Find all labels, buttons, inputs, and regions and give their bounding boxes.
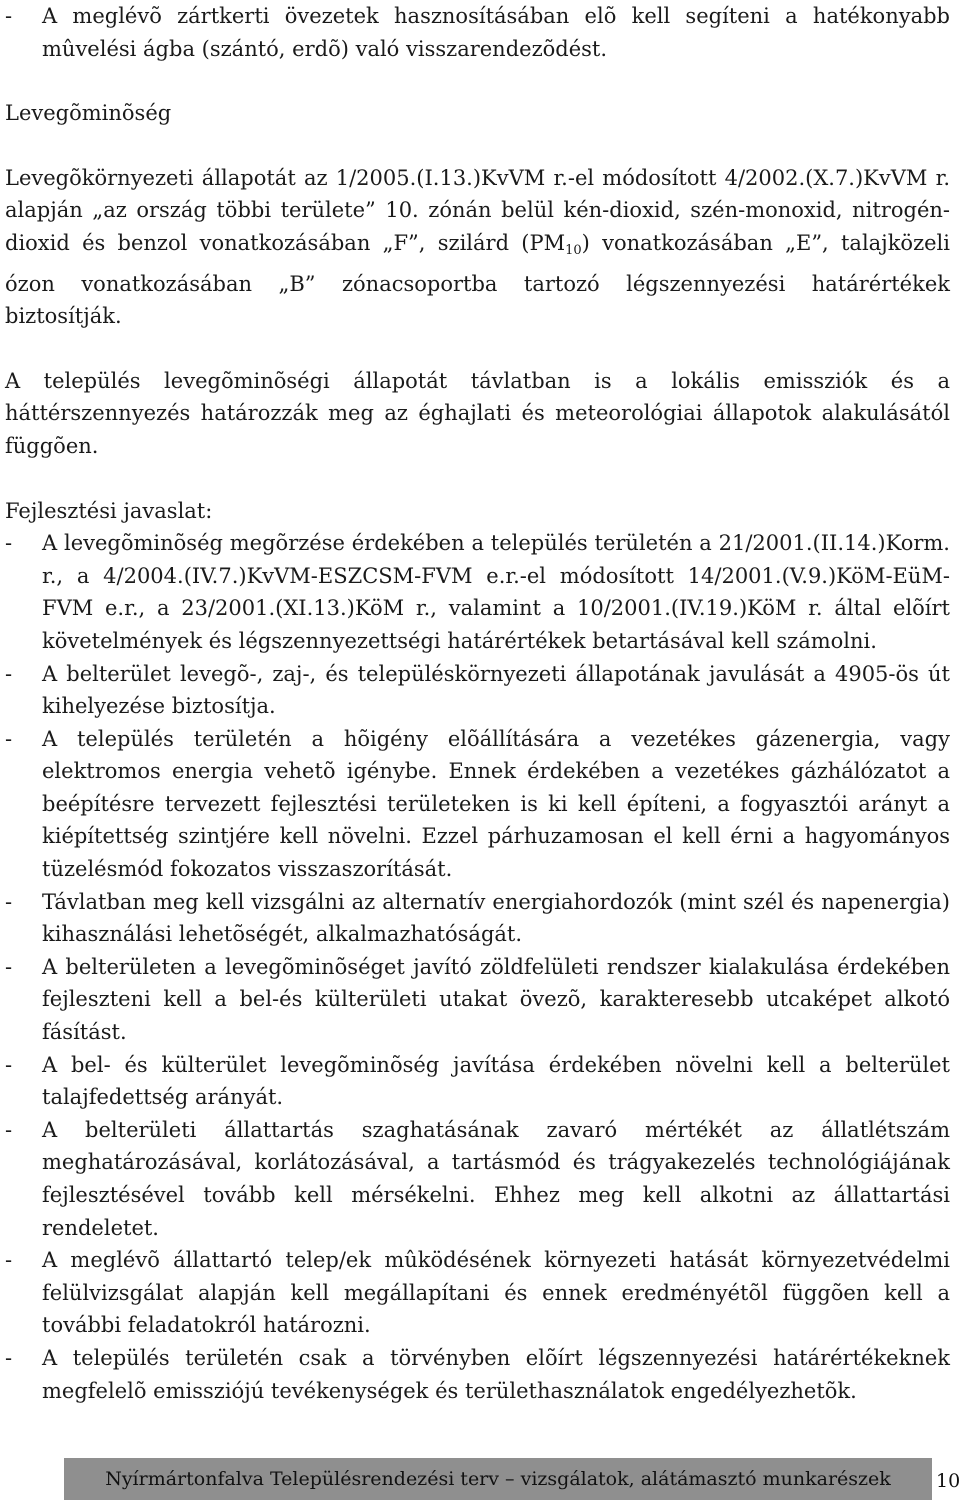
- list-item-text: A település területén a hõigény elõállítására a vezetékes gázenergia, vagy elektromos energia vehetõ igénybe. Ennek érdekében a vezetékes gázhálózatot a beépítésre tervezett fejlesztési területeken is ki kell építeni, a fogyasztói arányt a kiépítettség szintjére kell növelni. Ezzel párhuzamosan el kell érni a hagyományos tüzelésmód fokozatos visszaszorítását.: [42, 726, 950, 882]
- list-item: [5, 1114, 950, 1244]
- list-dash: -: [5, 661, 13, 686]
- list-dash: -: [5, 1117, 13, 1142]
- list-item-text: A meglévõ állattartó telep/ek mûködésének környezeti hatását környezetvédelmi felülvizsgálat alapján kell megállapítani és ennek eredményétõl függõen kell a további feladatokról határozni.: [42, 1248, 950, 1338]
- paragraph-outlook: A település levegõminõségi állapotát távlatban is a lokális emissziók és a háttérszennyezés határozzák meg az éghajlati és meteorológiai állapotok alakulásától függõen.: [5, 368, 950, 458]
- list-item-text: Távlatban meg kell vizsgálni az alternatív energiahordozók (mint szél és napenergia) kihasználási lehetõségét, alkalmazhatóságát.: [42, 889, 950, 947]
- list-dash: -: [5, 889, 13, 914]
- list-item-text: A belterületi állattartás szaghatásának zavaró mértékét az állatlétszám meghatározásával, korlátozásával, a tartásmód és trágyakezelés technológiájának fejlesztésével tovább kell mérsékelni. Ehhez meg kell alkotni az állattartási rendeletet.: [42, 1117, 950, 1240]
- paragraph-text: Levegõkörnyezeti állapotát az 1/2005.(I.13.)KvVM r.-el módosított 4/2002.(X.7.)KvVM r. alapján „az ország többi területe” 10. zónán belül kén-dioxid, szén-monoxid, nitrogén-dioxid és benzol vonatkozásában „F”, szilárd (PM: [5, 165, 950, 255]
- subscript-text: 10: [565, 242, 582, 258]
- list-dash: -: [5, 531, 13, 556]
- list-dash: -: [5, 1052, 13, 1077]
- page-footer: [64, 1458, 932, 1500]
- list-item-text: A levegõminõség megõrzése érdekében a település területén a 21/2001.(II.14.)Korm. r., a 4/2004.(IV.7.)KvVM-ESZCSM-FVM e.r.-el módosított 14/2001.(V.9.)KöM-EüM-FVM e.r., a 23/2001.(XI.13.)KöM r., valamint a 10/2001.(IV.19.)KöM r. által elõírt követelmények és légszennyezettségi határértékek betartásával kell számolni.: [42, 531, 950, 653]
- list-item: [5, 723, 950, 886]
- list-item-text: A belterületen a levegõminõséget javító zöldfelületi rendszer kialakulása érdekében fejleszteni kell a bel-és külterületi utakat övezõ, karakteresebb utcaképet alkotó fásítást.: [42, 954, 950, 1045]
- list-item-text: A bel- és külterület levegõminõség javítása érdekében növelni kell a belterület talajfedettség arányát.: [42, 1052, 950, 1110]
- page-number: 10: [936, 1470, 960, 1492]
- list-item: [5, 1342, 950, 1407]
- list-item: [5, 1049, 950, 1114]
- list-item-text: A belterület levegõ-, zaj-, és településkörnyezeti állapotának javulását a 4905-ös út kihelyezése biztosítja.: [42, 661, 950, 719]
- list-item: [5, 951, 950, 1049]
- paragraph-text-continued: ) vonatkozásában „E”, talajközeli ózon vonatkozásában „B” zónacsoportba tartozó légszennyezési határértékek biztosítják.: [5, 230, 950, 329]
- list-item: [5, 1244, 950, 1342]
- list-item-text: A meglévõ zártkerti övezetek hasznosításában elõ kell segíteni a hatékonyabb mûvelési ágba (szántó, erdõ) való visszarendezõdést.: [42, 4, 950, 61]
- list-dash: -: [5, 954, 13, 979]
- list-dash: -: [5, 4, 13, 28]
- section-heading: Levegõminõség: [5, 101, 172, 126]
- list-item: [5, 658, 950, 723]
- list-dash: -: [5, 726, 13, 751]
- proposal-label: Fejlesztési javaslat:: [5, 498, 213, 523]
- list-item: [5, 886, 950, 951]
- list-dash: -: [5, 1345, 13, 1370]
- document-body: [5, 0, 950, 1407]
- list-item: [5, 527, 950, 657]
- list-item-text: A település területén csak a törvényben elõírt légszennyezési határértékeknek megfelelõ emissziójú tevékenységek és területhasználatok engedélyezhetõk.: [42, 1345, 950, 1403]
- paragraph-air-quality-status: [5, 162, 950, 333]
- list-item: [5, 0, 950, 65]
- footer-title: Nyírmártonfalva Településrendezési terv – vizsgálatok, alátámasztó munkarészek: [105, 1468, 891, 1490]
- list-dash: -: [5, 1248, 13, 1273]
